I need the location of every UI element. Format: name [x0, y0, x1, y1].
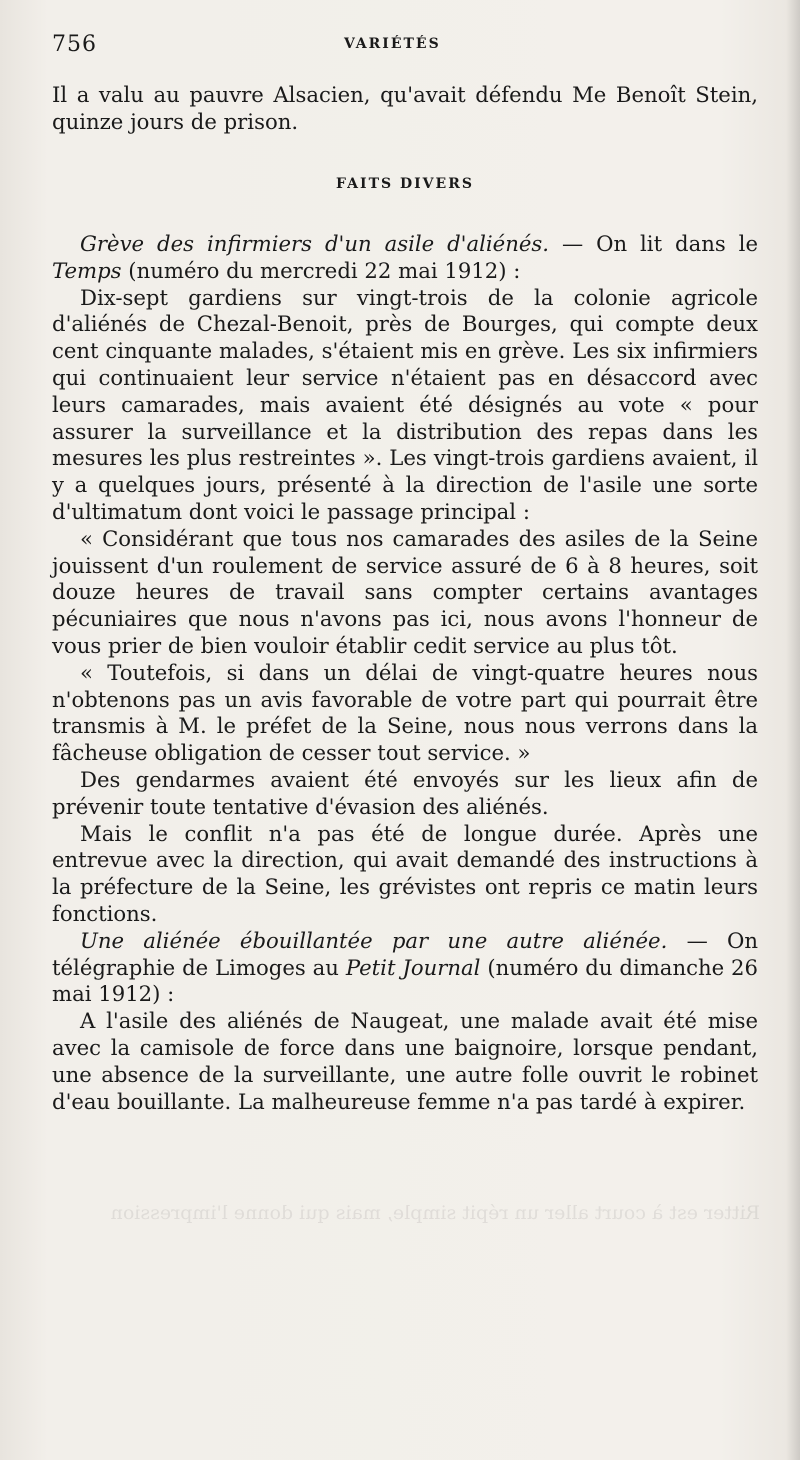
article2-intro-lead: — On télégraphie de Limoges au	[52, 927, 758, 980]
article1-paragraph: « Considérant que tous nos camarades des asiles de la Seine jouissent d'un roulement de service assuré de 6 à 8 heures, soit douze heures de travail sans compter certains avantages pécuniaires que nous n'avons pas ici, nous avons l'honneur de vous prier de bien vouloir établir cedit service au plus tôt.	[52, 525, 758, 658]
article1-intro-tail: (numéro du mercredi 22 mai 1912) :	[121, 257, 521, 283]
article-grevue	[52, 231, 758, 1115]
page-header	[52, 32, 758, 62]
article1-paragraph: « Toutefois, si dans un délai de vingt-quatre heures nous n'obtenons pas un avis favorable de votre part qui pourrait être transmis à M. le préfet de la Seine, nous nous verrons dans la fâcheuse obligation de cesser tout service. »	[52, 659, 758, 766]
section-heading: FAITS DIVERS	[336, 176, 474, 192]
bleed-through: Ritter est à court aller un répit simple, mais qui donne l'impression	[110, 1202, 760, 1224]
article2-source: Petit Journal	[345, 954, 481, 980]
article1-paragraph: Des gendarmes avaient été envoyés sur les lieux afin de prévenir toute tentative d'évasion des aliénés.	[52, 766, 758, 819]
article1-intro	[52, 231, 758, 285]
article2-paragraph: A l'asile des aliénés de Naugeat, une malade avait été mise avec la camisole de force dans une baignoire, lorsque pendant, une absence de la surveillante, une autre folle ouvrit le robinet d'eau bouillante. La malheureuse femme n'a pas tardé à expirer.	[52, 1008, 758, 1114]
page-number: 756	[52, 32, 97, 57]
article1-source: Temps	[52, 257, 122, 283]
page-edge-shadow	[786, 0, 800, 1460]
article2-title: Une aliénée ébouillantée par une autre aliénée.	[80, 927, 668, 953]
article1-paragraph: Mais le conflit n'a pas été de longue durée. Après une entrevue avec la direction, qui avait demandé des instructions à la préfecture de la Seine, les grévistes ont repris ce matin leurs fonctions.	[52, 820, 758, 926]
article2-intro-tail: (numéro du dimanche 26 mai 1912) :	[52, 954, 758, 1007]
article2-intro	[52, 928, 758, 1008]
article1-title: Grève des infirmiers d'un asile d'aliénés.	[80, 231, 550, 256]
running-title: VARIÉTÉS	[344, 36, 441, 52]
article1-intro-lead: — On lit dans le	[549, 231, 758, 256]
article1-paragraph: Dix-sept gardiens sur vingt-trois de la colonie agricole d'aliénés de Chezal-Benoit, près de Bourges, qui compte deux cent cinquante malades, s'étaient mis en grève. Les six infirmiers qui continuaient leur service n'étaient pas en désaccord avec leurs camarades, mais avaient été désignés au vote « pour assurer la surveillance et la distribution des repas dans les mesures les plus restreintes ». Les vingt-trois gardiens avaient, il y a quelques jours, présenté à la direction de l'asile une sorte d'ultimatum dont voici le passage principal :	[52, 284, 758, 524]
top-paragraph: Il a valu au pauvre Alsacien, qu'avait défendu Me Benoît Stein, quinze jours de prison.	[52, 82, 758, 134]
top-paragraph-block	[52, 82, 758, 136]
